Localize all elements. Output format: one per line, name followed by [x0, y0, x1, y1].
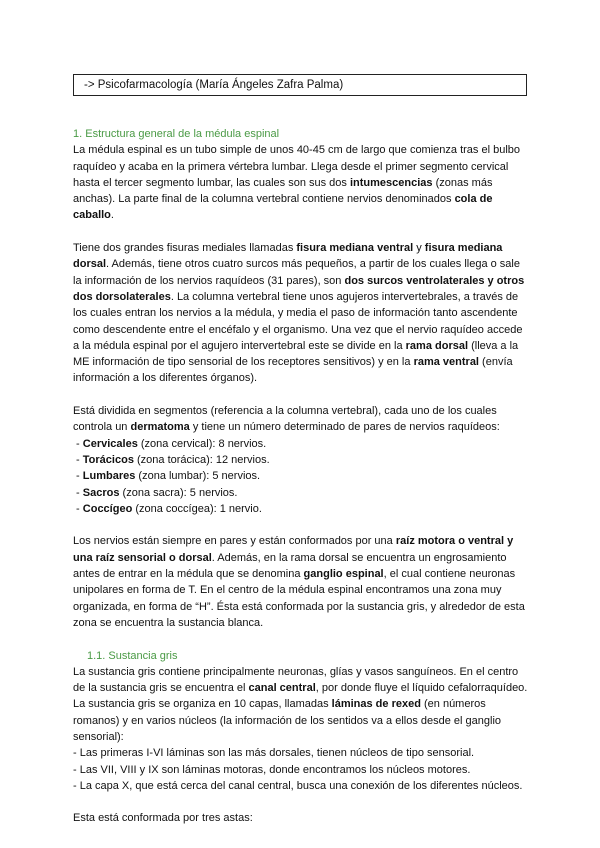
document-title-box — [73, 74, 527, 96]
list-item: - Lumbares (zona lumbar): 5 nervios. — [73, 470, 261, 483]
section-heading: 1. Estructura general de la médula espinal — [73, 128, 280, 140]
list-item: - Coccígeo (zona coccígea): 1 nervio. — [73, 502, 262, 515]
paragraph: Está dividida en segmentos (referencia a la columna vertebral), cada uno de los cuales controla un dermatoma y tiene un número determinado de pares de nervios raquídeos: — [73, 405, 500, 434]
list-item: - Las VII, VIII y IX son láminas motoras, donde encontramos los núcleos motores. — [73, 763, 471, 776]
paragraph: Los nervios están siempre en pares y están conformados por una raíz motora o ventral y una raíz sensorial o dorsal. Además, en la rama dorsal se encuentra un engrosamiento antes de entrar en la médula que se denomina ganglio espinal, el cual contiene neuronas unipolares en forma de T. En el centro de la médula espinal encontramos una zona muy organizada, en forma de “H”. Ésta está conformada por la sustancia gris, y alrededor de esta zona se encuentra la sustancia blanca. — [73, 535, 525, 629]
subsection-heading: 1.1. Sustancia gris — [87, 649, 178, 662]
paragraph: La sustancia gris contiene principalmente neuronas, glías y vasos sanguíneos. En el centro de la sustancia gris se encuentra el canal central, por donde fluye el líquido cefalorraquídeo. La sustancia gris se organiza en 10 capas, llamadas láminas de rexed (en números romanos) y en varios núcleos (la información de los sentidos va a ellos desde el ganglio sensorial): — [73, 665, 528, 743]
list-item: - Sacros (zona sacra): 5 nervios. — [73, 486, 238, 499]
document-title: -> Psicofarmacología (María Ángeles Zafra Palma) — [84, 79, 344, 91]
document-body — [73, 126, 531, 827]
list-item: - La capa X, que está cerca del canal central, busca una conexión de los diferentes núcleos. — [73, 779, 523, 792]
paragraph: Tiene dos grandes fisuras mediales llamadas fisura mediana ventral y fisura mediana dorsal. Además, tiene otros cuatro surcos más pequeños, a partir de los cuales llega o sale la información de los nervios raquídeos (31 pares), son dos surcos ventrolaterales y otros dos dorsolaterales. La columna vertebral tiene unos agujeros intervertebrales, a través de los cuales entran los nervios a la médula, y media el paso de información tanto ascendente como descendente entre el encéfalo y el organismo. Una vez que el nervio raquídeo accede a la médula espinal por el agujero intervertebral este se divide en la rama dorsal (lleva a la ME información de tipo sensorial de los receptores sensitivos) y en la rama ventral (envía información a los diferentes órganos). — [73, 242, 525, 385]
list-item: - Cervicales (zona cervical): 8 nervios. — [73, 437, 267, 450]
paragraph: La médula espinal es un tubo simple de unos 40-45 cm de largo que comienza tras el bulbo raquídeo y acaba en la primera vértebra lumbar. Llega desde el primer segmento cervical hasta el tercer segmento lumbar, las cuales son sus dos intumescencias (zonas más anchas). La parte final de la columna vertebral contiene nervios denominados cola de caballo. — [73, 144, 520, 222]
paragraph: Esta está conformada por tres astas: — [73, 812, 253, 825]
list-item: - Torácicos (zona torácica): 12 nervios. — [73, 453, 270, 466]
list-item: - Las primeras I-VI láminas son las más dorsales, tienen núcleos de tipo sensorial. — [73, 747, 475, 760]
